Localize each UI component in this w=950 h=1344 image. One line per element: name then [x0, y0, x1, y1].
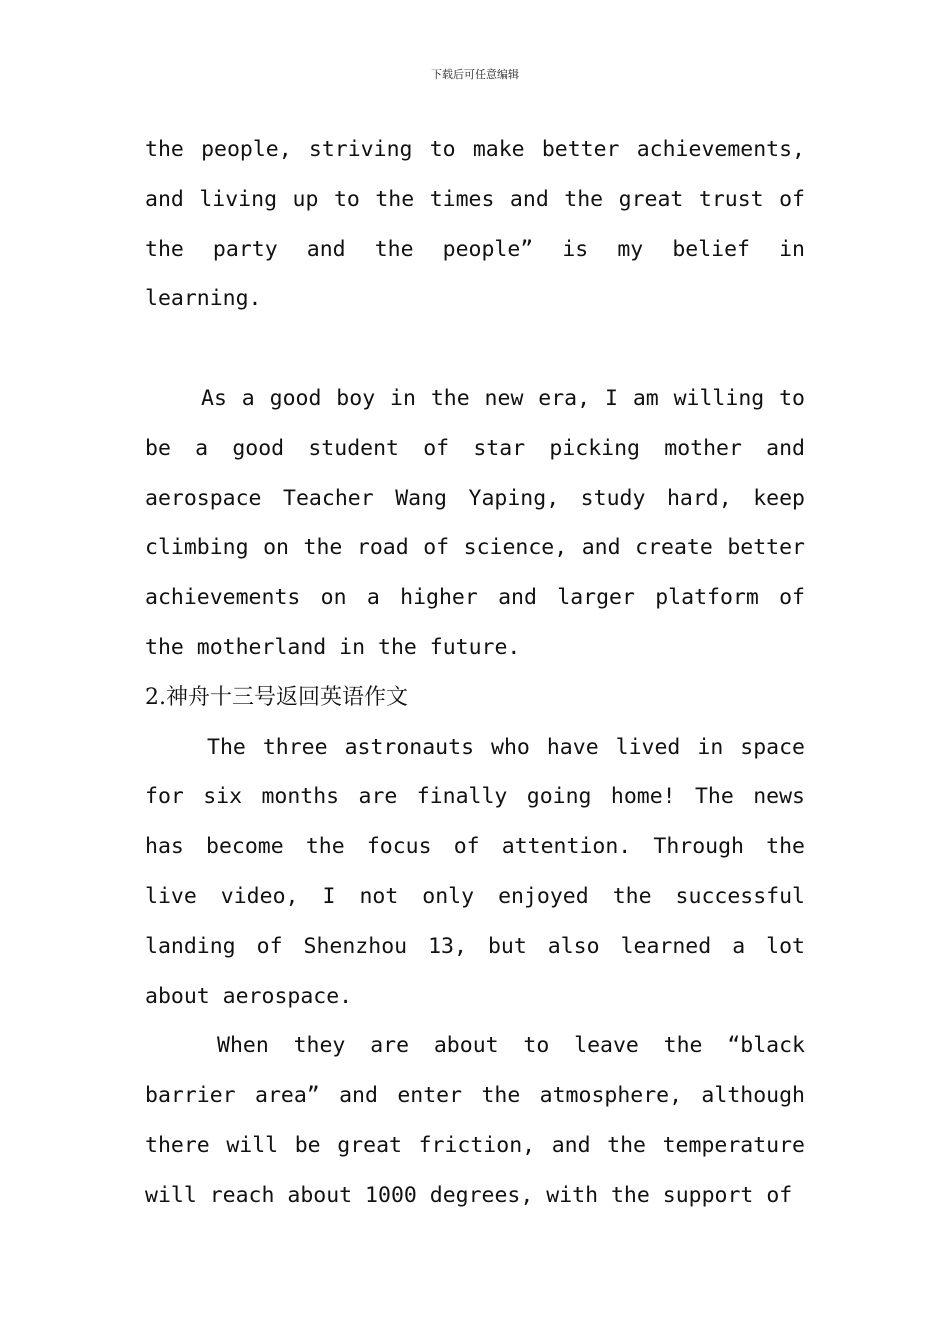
paragraph-spacer: [145, 324, 805, 374]
paragraph-good-boy-new-era: As a good boy in the new era, I am willing to be a good student of star picking mother and aerospace Teacher Wang Yaping, study hard, keep climbing on the road of science, and create better achievements on a higher and larger platform of the motherland in the future.: [145, 385, 805, 660]
paragraph-astronauts-return: The three astronauts who have lived in space for six months are finally going home! The news has become the focus of attention. Through the live video, I not only enjoyed the successful landing of Shenzhou 13, but also learned a lot about aerospace.: [145, 734, 805, 1009]
paragraph-black-barrier-area: When they are about to leave the “black barrier area” and enter the atmosphere, although there will be great friction, and the temperature will reach about 1000 degrees, with the support of: [145, 1033, 805, 1208]
paragraph-belief-in-learning: the people, striving to make better achievements, and living up to the times and the great trust of the party and the people” is my belief in learning.: [145, 137, 805, 312]
document-body: [145, 125, 805, 1221]
page-header: 下载后可任意编辑: [431, 68, 519, 81]
section-heading: 2.神舟十三号返回英语作文: [145, 684, 408, 710]
